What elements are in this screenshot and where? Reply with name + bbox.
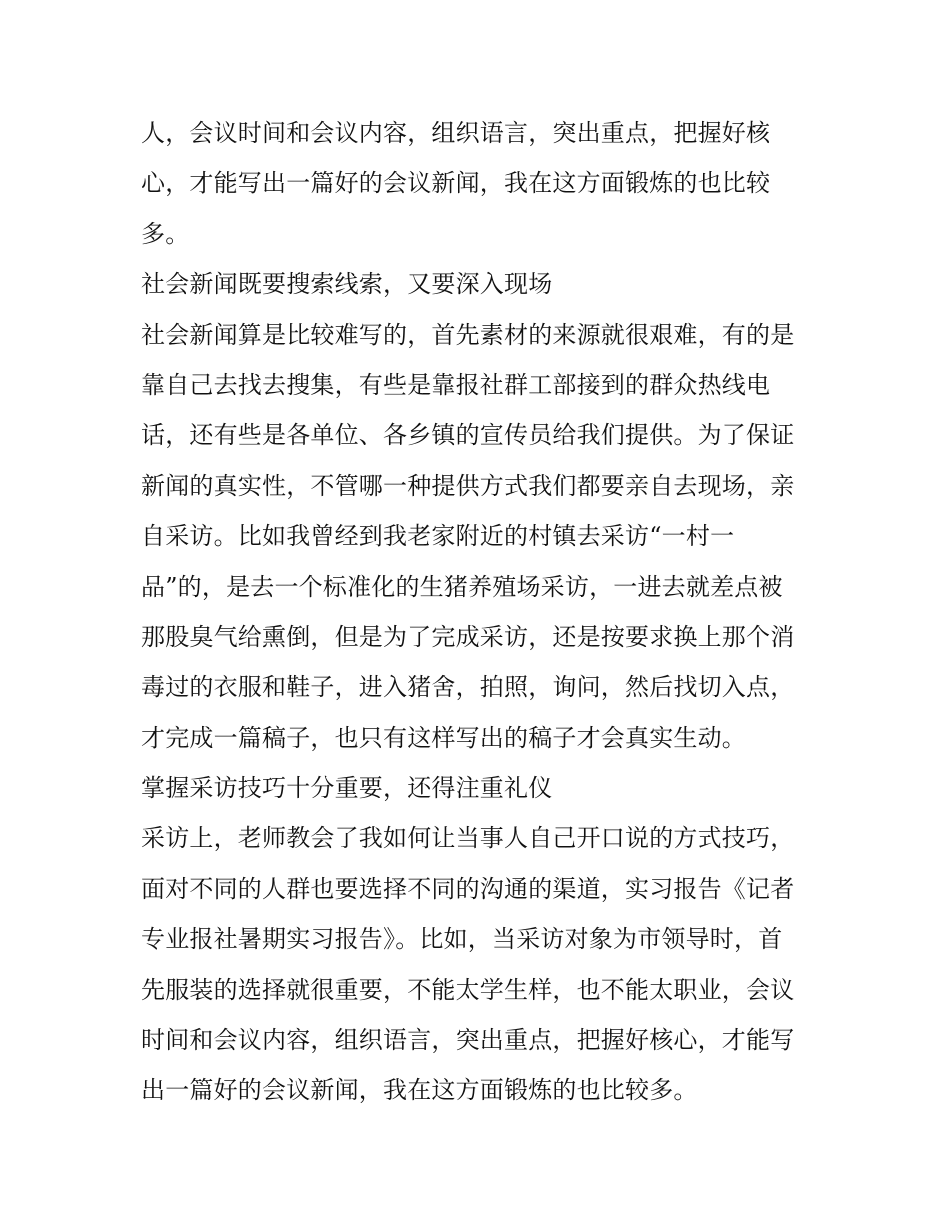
text-line: 靠自己去找去搜集，有些是靠报社群工部接到的群众热线电 <box>141 370 771 399</box>
text-line: 采访上，老师教会了我如何让当事人自己开口说的方式技巧， <box>141 824 795 853</box>
text-line: 人，会议时间和会议内容，组织语言，突出重点，把握好核 <box>141 119 771 147</box>
document-page <box>141 108 821 1116</box>
section-heading: 掌握采访技巧十分重要，还得注重礼仪 <box>141 774 553 803</box>
text-line: 出一篇好的会议新闻，我在这方面锻炼的也比较多。 <box>141 1076 698 1105</box>
text-line: 自采访。比如我曾经到我老家附近的村镇去采访“一村一 <box>141 522 735 551</box>
text-line: 才完成一篇稿子，也只有这样写出的稿子才会真实生动。 <box>141 723 746 752</box>
text-line: 社会新闻算是比较难写的，首先素材的来源就很艰难，有的是 <box>141 320 795 349</box>
text-line: 专业报社暑期实习报告》。比如，当采访对象为市领导时，首 <box>141 925 783 954</box>
text-line: 新闻的真实性，不管哪一种提供方式我们都要亲自去现场，亲 <box>141 471 795 500</box>
text-line: 话，还有些是各单位、各乡镇的宣传员给我们提供。为了保证 <box>141 421 795 450</box>
text-line: 多。 <box>141 219 190 248</box>
text-line: 面对不同的人群也要选择不同的沟通的渠道，实习报告《记者 <box>141 874 795 903</box>
section-heading: 社会新闻既要搜索线索，又要深入现场 <box>141 270 553 299</box>
text-line: 毒过的衣服和鞋子，进入猪舍，拍照，询问，然后找切入点， <box>141 673 795 702</box>
text-line: 时间和会议内容，组织语言，突出重点，把握好核心，才能写 <box>141 1026 795 1055</box>
text-line: 心，才能写出一篇好的会议新闻，我在这方面锻炼的也比较 <box>141 169 771 198</box>
text-line: 先服装的选择就很重要，不能太学生样，也不能太职业，会议 <box>141 975 795 1004</box>
text-line: 那股臭气给熏倒，但是为了完成采访，还是按要求换上那个消 <box>141 622 795 651</box>
text-line: 品”的，是去一个标准化的生猪养殖场采访，一进去就差点被 <box>141 572 783 601</box>
